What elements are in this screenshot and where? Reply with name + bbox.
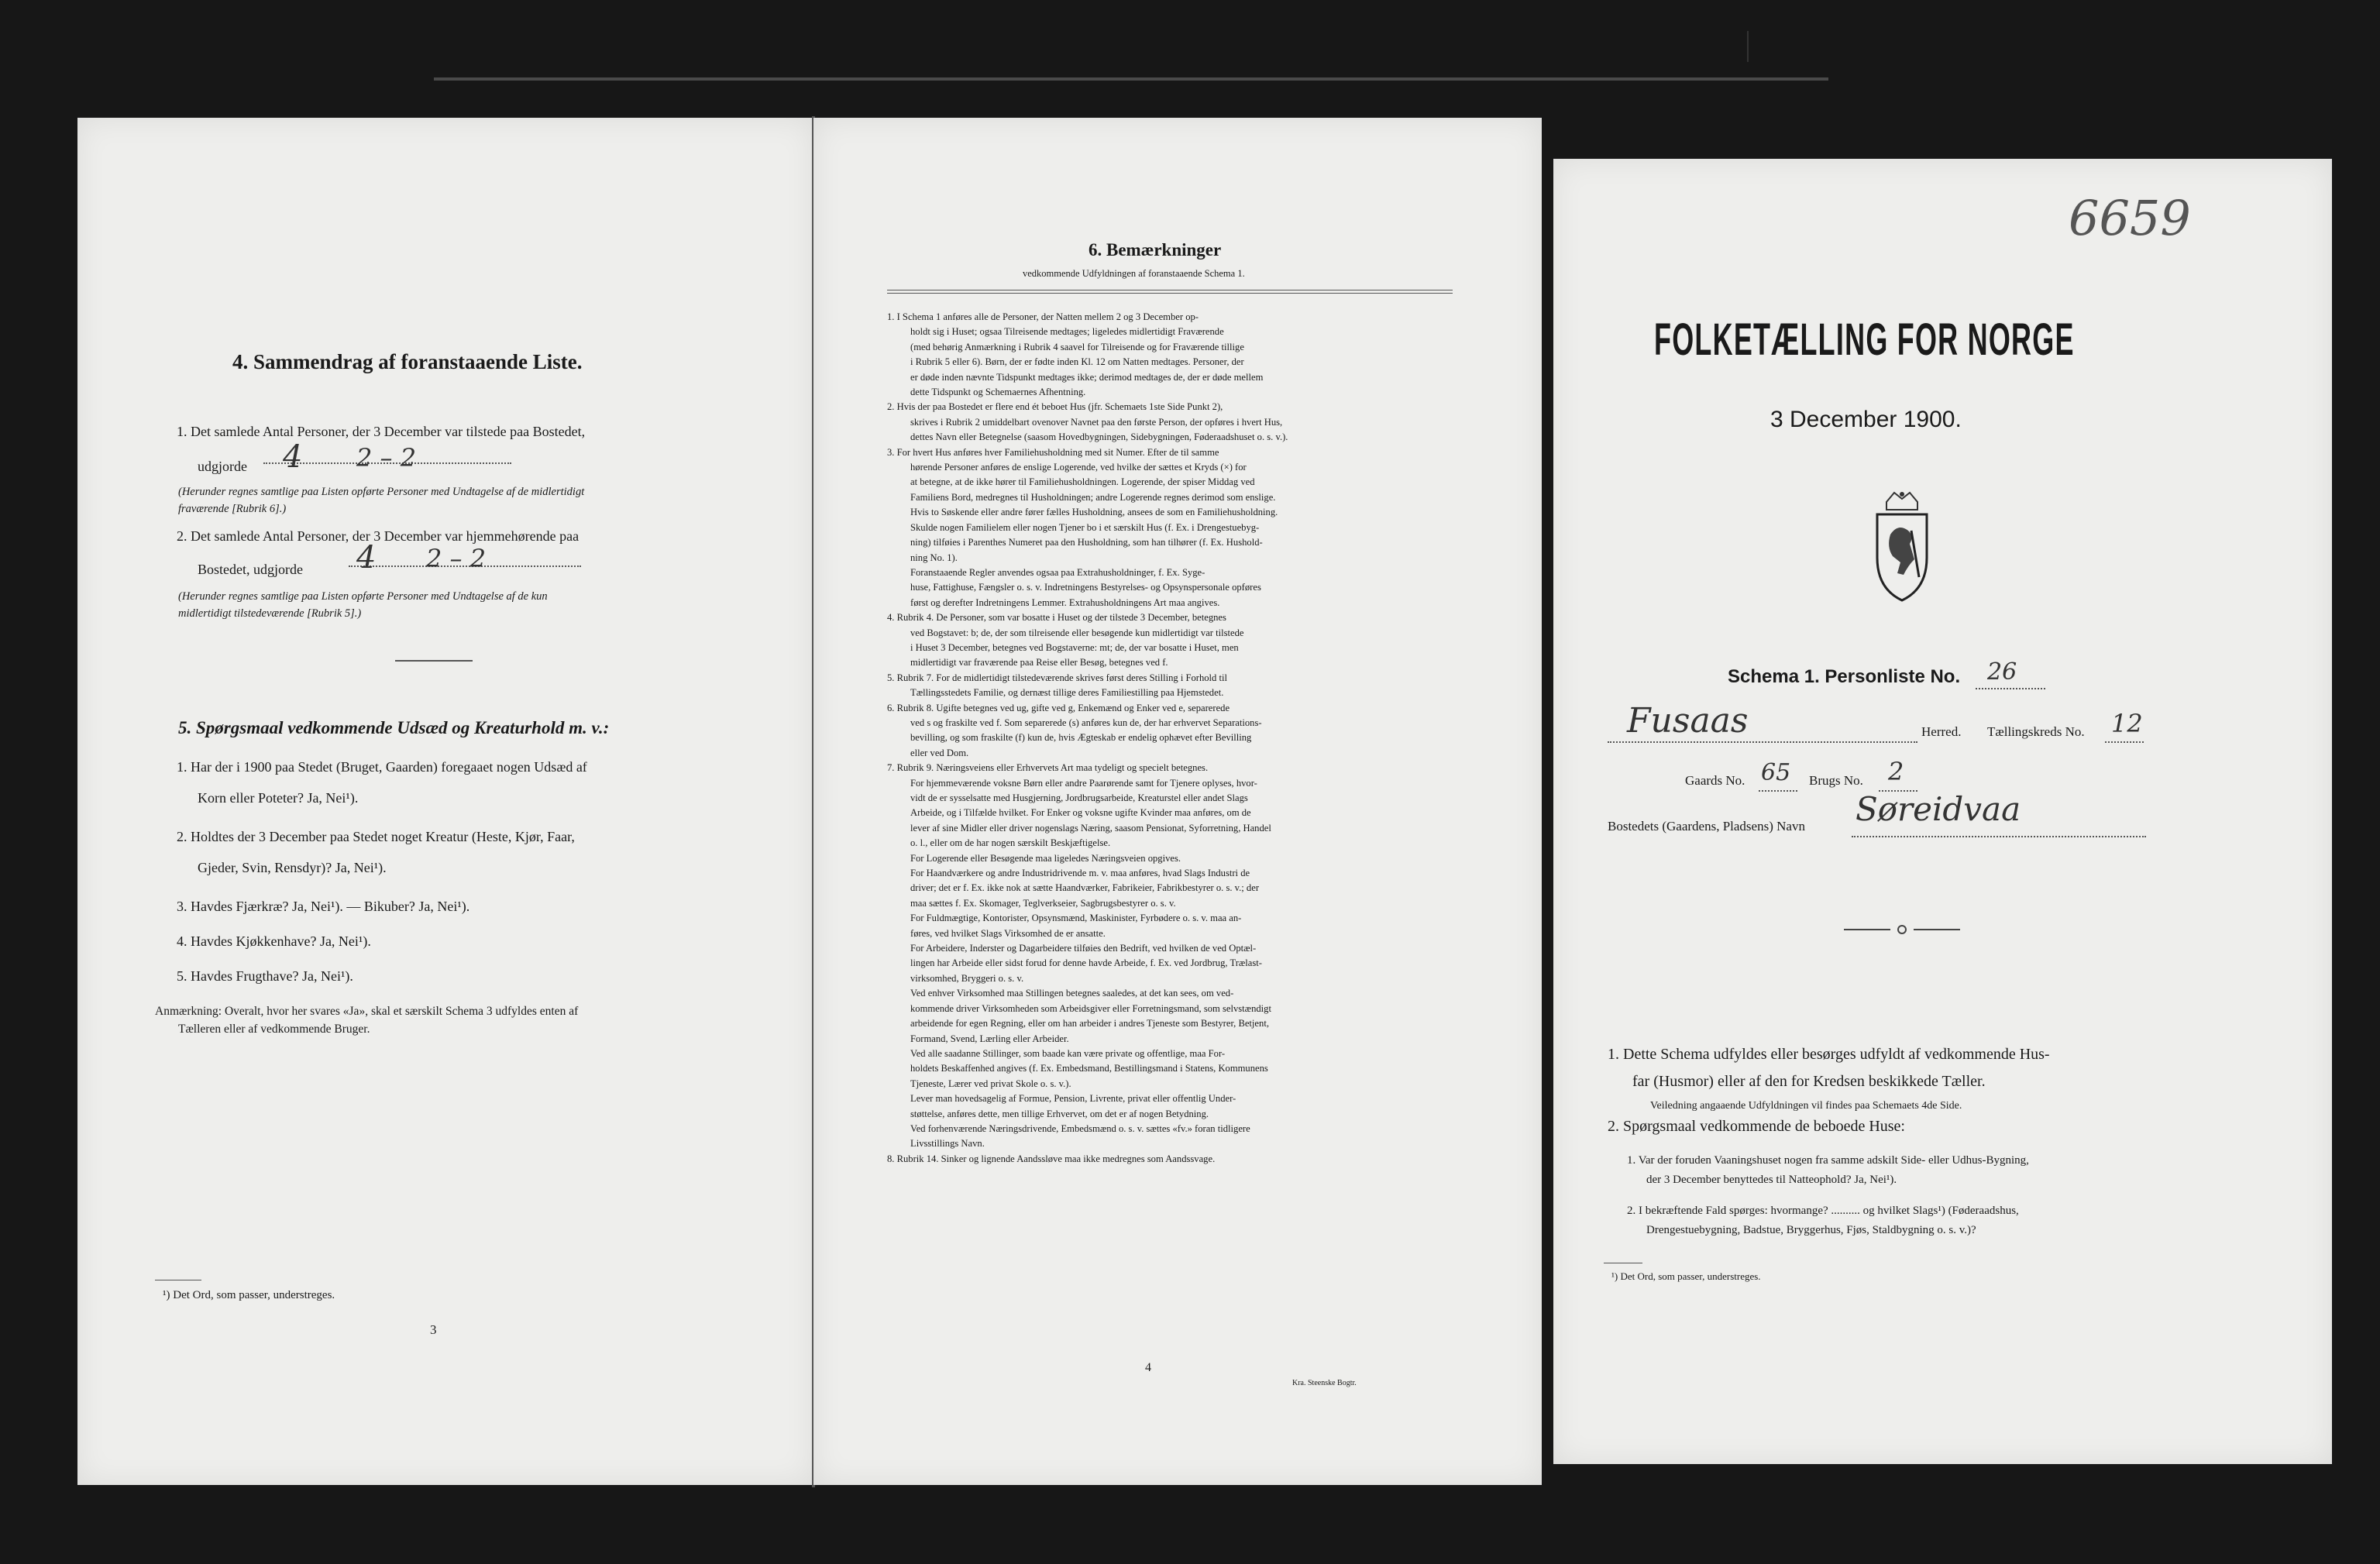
remarks-subtitle: vedkommende Udfyldningen af foranstaaende Schema 1. [1023, 268, 1245, 279]
remark-line: (med behørig Anmærkning i Rubrik 4 saavel for Tilreisende og for Fraværende tillige [910, 341, 1244, 352]
footnote: ¹) Det Ord, som passer, understreges. [163, 1289, 335, 1301]
remark-line: i Rubrik 5 eller 6). Børn, der er fødte inden Kl. 12 om Natten medtages. Personer, der [910, 356, 1244, 368]
page-number-3: 3 [430, 1322, 437, 1337]
q2-text: 2. Det samlede Antal Personer, der 3 December var hjemmehørende paa [177, 528, 580, 544]
q2-note-line1: (Herunder regnes samtlige paa Listen opførte Personer med Undtagelse af de kun [178, 590, 548, 603]
remark-line: Ved forhenværende Næringsdrivende, Embedsmænd o. s. v. sættes «fv.» foran tidligere [910, 1122, 1250, 1134]
q1-text: 1. Det samlede Antal Personer, der 3 December var tilstede paa Bostedet, [177, 424, 586, 439]
instruction-2-1-line1: 1. Var der foruden Vaaningshuset nogen fra samme adskilt Side- eller Udhus-Bygning, [1627, 1154, 2029, 1167]
remark-line: o. l., eller om de har nogen særskilt Beskjæftigelse. [910, 837, 1111, 849]
remark-line: For Arbeidere, Inderster og Dagarbeidere tilføies den Bedrift, ved hvilken de ved Optæl- [910, 943, 1257, 954]
remark-line: Tjeneste, Lærer ved privat Skole o. s. v.). [910, 1078, 1071, 1089]
remark-line: Tællingsstedets Familie, og dernæst tillige deres Familiestilling paa Hjemstedet. [910, 687, 1224, 699]
q1-note-line1: (Herunder regnes samtlige paa Listen opførte Personer med Undtagelse af de midlertidigt [178, 486, 585, 498]
remark-line: ved Bogstavet: b; de, der som tilreisende eller besøgende kun midlertidigt var tilstede [910, 627, 1244, 638]
remark-line: at betegne, at de ikke hører til Familiehusholdningen. Logerende, der spiser Middag ved [910, 476, 1255, 488]
remark-line: 6. Rubrik 8. Ugifte betegnes ved ug, gifte ved g, Enkemænd og Enker ved e, separerede [887, 702, 1230, 713]
s5-q1-line1: 1. Har der i 1900 paa Stedet (Bruget, Gaarden) foregaaet nogen Udsæd af [177, 759, 587, 775]
remark-line: dettes Navn eller Betegnelse (saasom Hovedbygningen, Sidebygningen, Føderaadshuset o. s. v.). [910, 431, 1288, 443]
coat-of-arms-icon [1863, 488, 1941, 604]
page-number-4: 4 [1145, 1361, 1151, 1374]
bosted-dotline [1852, 836, 2146, 837]
remark-line: For hjemmeværende voksne Børn eller andre Paarørende samt for Tjenere oplyses, hvor- [910, 777, 1257, 789]
remark-line: hørende Personer anføres de enslige Logerende, ved hvilke der sættes et Kryds (×) for [910, 462, 1247, 473]
gaard-label: Gaards No. [1685, 773, 1745, 788]
remark-line: kommende driver Virksomheden som Arbeidsgiver eller Forretningsmand, som selvstændigt [910, 1002, 1271, 1014]
remark-line: Foranstaaende Regler anvendes ogsaa paa Extrahusholdninger, f. Ex. Syge- [910, 566, 1205, 578]
s5-q2-line2: Gjeder, Svin, Rensdyr)? Ja, Nei¹). [198, 860, 387, 875]
bosted-label: Bostedets (Gaardens, Pladsens) Navn [1608, 819, 1805, 834]
remark-line: 2. Hvis der paa Bostedet er flere end ét beboet Hus (jfr. Schemaets 1ste Side Punkt 2), [887, 401, 1223, 413]
census-title: FOLKETÆLLING FOR NORGE [1654, 315, 2075, 365]
ornament-divider-icon [1844, 922, 1960, 937]
section-5-title: 5. Spørgsmaal vedkommende Udsæd og Kreaturhold m. v.: [178, 718, 610, 737]
gaard-dotline [1759, 790, 1797, 792]
anmaerkning-line2: Tælleren eller af vedkommende Bruger. [178, 1023, 370, 1036]
brugs-label: Brugs No. [1809, 773, 1863, 788]
remark-line: skrives i Rubrik 2 umiddelbart ovenover Navnet paa den første Person, der opføres i hvert Hus, [910, 416, 1283, 428]
remark-line: 4. Rubrik 4. De Personer, som var bosatte i Huset og der tilstede 3 December, betegnes [887, 612, 1226, 624]
remark-line: Skulde nogen Familielem eller nogen Tjener bo i et særskilt Hus (f. Ex. i Drengestuebyg- [910, 521, 1260, 533]
schema-label: Schema 1. Personliste No. [1728, 666, 1961, 687]
remark-line: Hvis to Søskende eller andre fører fælles Husholdning, ansees de som en Familiehusholdning. [910, 507, 1278, 518]
gaard-value: 65 [1761, 759, 1791, 786]
anmaerkning-line1: Anmærkning: Overalt, hvor her svares «Ja», skal et særskilt Schema 3 udfyldes enten af [155, 1005, 579, 1018]
remark-line: støttelse, anføres dette, men tillige Erhvervet, om det er af nogen Betydning. [910, 1108, 1209, 1119]
divider [395, 660, 473, 662]
instruction-1-line1: 1. Dette Schema udfyldes eller besørges udfyldt af vedkommende Hus- [1608, 1046, 2050, 1063]
instruction-2-2-line2: Drengestuebygning, Badstue, Bryggerhus, Fjøs, Staldbygning o. s. v.)? [1646, 1224, 1976, 1236]
remark-line: Formand, Svend, Lærling eller Arbeider. [910, 1033, 1069, 1044]
s5-q5: 5. Havdes Frugthave? Ja, Nei¹). [177, 968, 353, 984]
remark-line: holdets Beskaffenhed angives (f. Ex. Embedsmand, Bestillingsmand i Statens, Kommunens [910, 1063, 1268, 1074]
remark-line: 1. I Schema 1 anføres alle de Personer, der Natten mellem 2 og 3 December op- [887, 311, 1199, 322]
remark-line: Familiens Bord, medregnes til Husholdningen; andre Logerende regnes derimod som enslige. [910, 491, 1276, 503]
section-4-title: 4. Sammendrag af foranstaaende Liste. [232, 350, 583, 373]
remark-line: driver; det er f. Ex. ikke nok at sætte Haandværker, Fabrikeier, Fabrikbestyrer o. s. v.; der [910, 882, 1260, 894]
remark-line: virksomhed, Bryggeri o. s. v. [910, 972, 1024, 984]
remark-line: 5. Rubrik 7. For de midlertidigt tilstedeværende skrives først deres Stilling i Forhold til [887, 672, 1227, 683]
herred-dotline [1608, 741, 1917, 743]
remark-line: 7. Rubrik 9. Næringsveiens eller Erhvervets Art maa tydeligt og specielt betegnes. [887, 762, 1209, 774]
remark-line: For Haandværkere og andre Industridrivende m. v. maa anføres, hvad Slags Industri de [910, 868, 1250, 879]
instruction-2-1-line2: der 3 December benyttedes til Natteophold? Ja, Nei¹). [1646, 1174, 1897, 1186]
instruction-2-2-line1: 2. I bekræftende Fald spørges: hvormange? .......... og hvilket Slags¹) (Føderaadshus, [1627, 1205, 2019, 1217]
remark-line: Arbeide, og i Tilfælde hvilket. For Enker og voksne ugifte Kvinder maa anføres, om de [910, 807, 1251, 819]
q2-handwritten-value: 4 [356, 540, 377, 576]
remark-line: i Huset 3 December, betegnes ved Bogstaverne: mt; de, der var bosatte i Huset, men [910, 641, 1239, 653]
page-3 [77, 118, 813, 1485]
remark-line: vidt de er sysselsatte med Husgjerning, Jordbrugsarbeide, Kreaturstel eller andet Slags [910, 792, 1248, 803]
instruction-2: 2. Spørgsmaal vedkommende de beboede Huse: [1608, 1118, 1905, 1135]
remark-line: 8. Rubrik 14. Sinker og lignende Aandssløve maa ikke medregnes som Aandssvage. [887, 1153, 1216, 1164]
kreds-value: 12 [2111, 709, 2143, 738]
s5-q3: 3. Havdes Fjærkræ? Ja, Nei¹). — Bikuber? Ja, Nei¹). [177, 899, 470, 914]
remark-line: ved s og fraskilte ved f. Som separerede (s) anføres kun de, der har erhvervet Separations- [910, 717, 1262, 728]
remark-line: Lever man hovedsagelig af Formue, Pension, Livrente, privat eller offentlig Under- [910, 1093, 1236, 1105]
q2-text-line2: Bostedet, udgjorde [198, 562, 303, 577]
remark-line: Livsstillings Navn. [910, 1138, 985, 1150]
page1-footnote: ¹) Det Ord, som passer, understreges. [1611, 1270, 1761, 1282]
top-tick-mark [1747, 31, 1749, 62]
page-1 [1553, 159, 2332, 1464]
remark-line: dette Tidspunkt og Schemaernes Afhentning. [910, 387, 1086, 398]
remark-line: For Logerende eller Besøgende maa ligeledes Næringsveien opgives. [910, 852, 1181, 864]
personliste-dotline [1976, 688, 2045, 689]
page-4 [813, 118, 1542, 1485]
kreds-dotline [2105, 741, 2144, 743]
remark-line: eller ved Dom. [910, 747, 969, 758]
instruction-1-line2: far (Husmor) eller af den for Kredsen beskikkede Tæller. [1632, 1073, 1986, 1090]
q1-note-line2: fraværende [Rubrik 6].) [178, 503, 287, 515]
remark-line: Ved alle saadanne Stillinger, som baade kan være private og offentlige, maa For- [910, 1047, 1226, 1059]
personliste-no-value: 26 [1987, 658, 2017, 686]
remark-line: først og derefter Indretningens Lemmer. Extrahusholdningens Art maa angives. [910, 596, 1220, 608]
q1-handwritten-extra: 2 – 2 [356, 443, 417, 473]
remark-line: bevilling, og som fraskilte (f) kun de, hvis Ægteskab er endelig ophævet efter Bevilling [910, 732, 1252, 744]
s5-q2-line1: 2. Holdtes der 3 December paa Stedet noget Kreatur (Heste, Kjør, Faar, [177, 829, 575, 844]
herred-label: Herred. [1921, 724, 1962, 739]
census-date: 3 December 1900. [1770, 407, 1962, 432]
remark-line: ning) tilføies i Parenthes Numeret paa den Husholdning, som han tilhører (f. Ex. Hushold- [910, 537, 1263, 548]
brugs-value: 2 [1888, 757, 1904, 786]
remark-line: huse, Fattighuse, Fængsler o. s. v. Indretningens Bestyrelses- og Opsynspersonale opføres [910, 582, 1261, 593]
remark-line: lingen har Arbeide eller sidst forud for denne havde Arbeide, f. Ex. ved Jordbrug, Trælast- [910, 957, 1262, 969]
remark-line: holdt sig i Huset; ogsaa Tilreisende medtages; ligeledes midlertidigt Fraværende [910, 326, 1224, 338]
remarks-list [887, 310, 1460, 1167]
remarks-top-rule-2 [887, 293, 1453, 294]
margin-number: 6659 [2069, 190, 2191, 246]
remark-line: føres, ved hvilket Slags Virksomhed de er ansatte. [910, 927, 1106, 939]
remark-line: midlertidigt var fraværende paa Reise eller Besøg, betegnes ved f. [910, 657, 1168, 669]
q1-handwritten-value: 4 [283, 439, 303, 475]
s5-q4: 4. Havdes Kjøkkenhave? Ja, Nei¹). [177, 933, 371, 949]
kreds-label: Tællingskreds No. [1987, 724, 2085, 739]
bosted-value: Søreidvaa [1856, 790, 2021, 828]
instruction-1-line3: Veiledning angaaende Udfyldningen vil findes paa Schemaets 4de Side. [1650, 1100, 1962, 1112]
remark-line: ning No. 1). [910, 552, 958, 563]
top-scanner-line [434, 77, 1828, 81]
remark-line: er døde inden nævnte Tidspunkt medtages ikke; derimod medtages de, der er døde mellem [910, 371, 1264, 383]
remark-line: 3. For hvert Hus anføres hver Familiehusholdning med sit Numer. Efter de til samme [887, 446, 1219, 458]
remark-line: For Fuldmægtige, Kontorister, Opsynsmænd, Maskinister, Fyrbødere o. s. v. maa an- [910, 913, 1242, 924]
remark-line: arbeidende for egen Regning, eller om han arbeider i andres Tjeneste som Bestyrer, Betjent, [910, 1018, 1269, 1029]
printer-mark: Kra. Steenske Bogtr. [1292, 1379, 1357, 1387]
remark-line: lever af sine Midler eller driver nogenslags Næring, saasom Pensionat, Syforretning, Handel [910, 822, 1271, 834]
remark-line: Ved enhver Virksomhed maa Stillingen betegnes saaledes, at det kan sees, om ved- [910, 988, 1234, 999]
s5-q1-line2: Korn eller Poteter? Ja, Nei¹). [198, 790, 359, 806]
q1-udgjorde: udgjorde [198, 459, 247, 474]
q2-note-line2: midlertidigt tilstedeværende [Rubrik 5].) [178, 607, 362, 620]
remark-line: maa sættes f. Ex. Skomager, Teglverkseier, Sagbrugsbestyrer o. s. v. [910, 897, 1176, 909]
q2-handwritten-extra: 2 – 2 [426, 544, 487, 573]
remarks-title: 6. Bemærkninger [1089, 240, 1222, 260]
herred-value: Fusaas [1627, 701, 1749, 741]
